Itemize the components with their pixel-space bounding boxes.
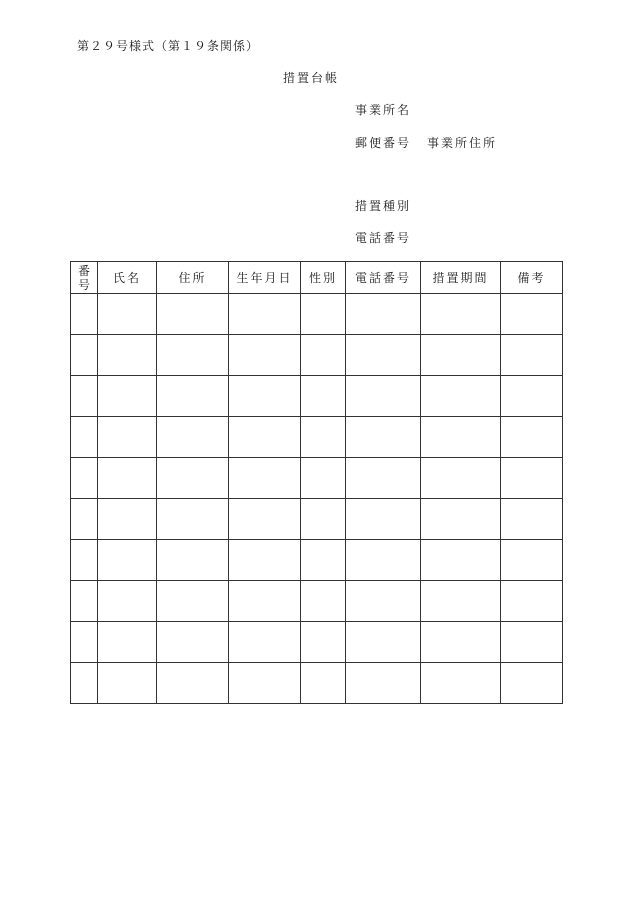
cell-address <box>157 622 229 663</box>
cell-period <box>421 581 501 622</box>
cell-period <box>421 458 501 499</box>
cell-address <box>157 458 229 499</box>
cell-address <box>157 294 229 335</box>
cell-name <box>98 376 157 417</box>
cell-phone <box>346 499 421 540</box>
cell-birthdate <box>229 417 301 458</box>
cell-phone <box>346 335 421 376</box>
cell-gender <box>301 335 346 376</box>
table-header-row <box>71 262 563 294</box>
cell-phone <box>346 540 421 581</box>
cell-name <box>98 581 157 622</box>
cell-name <box>98 540 157 581</box>
cell-gender <box>301 581 346 622</box>
table-row <box>71 499 563 540</box>
cell-gender <box>301 376 346 417</box>
cell-phone <box>346 376 421 417</box>
cell-gender <box>301 663 346 704</box>
cell-phone <box>346 663 421 704</box>
cell-address <box>157 581 229 622</box>
cell-gender <box>301 622 346 663</box>
ledger-table <box>70 261 563 704</box>
cell-no <box>71 581 98 622</box>
office-address-label: 事業所住所 <box>427 136 498 150</box>
cell-gender <box>301 458 346 499</box>
cell-birthdate <box>229 294 301 335</box>
cell-birthdate <box>229 458 301 499</box>
cell-remarks <box>501 499 563 540</box>
cell-phone <box>346 417 421 458</box>
cell-address <box>157 540 229 581</box>
cell-birthdate <box>229 540 301 581</box>
header-number-line1: 番 <box>77 263 90 278</box>
cell-address <box>157 417 229 458</box>
cell-no <box>71 458 98 499</box>
cell-birthdate <box>229 622 301 663</box>
cell-name <box>98 294 157 335</box>
header-gender: 性別 <box>301 262 346 294</box>
cell-period <box>421 335 501 376</box>
cell-address <box>157 335 229 376</box>
cell-period <box>421 499 501 540</box>
cell-remarks <box>501 458 563 499</box>
cell-gender <box>301 499 346 540</box>
phone-label: 電話番号 <box>355 231 412 245</box>
cell-birthdate <box>229 581 301 622</box>
cell-remarks <box>501 417 563 458</box>
header-number-line2: 号 <box>77 277 90 292</box>
cell-remarks <box>501 335 563 376</box>
cell-name <box>98 663 157 704</box>
office-name-label: 事業所名 <box>355 103 412 117</box>
table-row <box>71 458 563 499</box>
cell-no <box>71 663 98 704</box>
header-phone: 電話番号 <box>346 262 421 294</box>
ledger-body <box>71 294 563 704</box>
cell-period <box>421 622 501 663</box>
postal-address-line <box>355 134 497 151</box>
cell-remarks <box>501 663 563 704</box>
cell-period <box>421 294 501 335</box>
cell-gender <box>301 294 346 335</box>
table-row <box>71 581 563 622</box>
table-row <box>71 376 563 417</box>
document-title: 措置台帳 <box>283 71 340 85</box>
cell-no <box>71 622 98 663</box>
cell-birthdate <box>229 663 301 704</box>
header-address: 住所 <box>157 262 229 294</box>
table-row <box>71 540 563 581</box>
cell-gender <box>301 540 346 581</box>
table-row <box>71 294 563 335</box>
cell-no <box>71 540 98 581</box>
cell-remarks <box>501 581 563 622</box>
cell-phone <box>346 458 421 499</box>
cell-no <box>71 294 98 335</box>
cell-phone <box>346 622 421 663</box>
cell-name <box>98 499 157 540</box>
table-row <box>71 417 563 458</box>
cell-name <box>98 335 157 376</box>
cell-remarks <box>501 294 563 335</box>
cell-name <box>98 458 157 499</box>
header-period: 措置期間 <box>421 262 501 294</box>
cell-address <box>157 376 229 417</box>
table-row <box>71 663 563 704</box>
cell-name <box>98 622 157 663</box>
cell-gender <box>301 417 346 458</box>
cell-period <box>421 663 501 704</box>
cell-phone <box>346 294 421 335</box>
table-row <box>71 622 563 663</box>
table-row <box>71 335 563 376</box>
header-birthdate: 生年月日 <box>229 262 301 294</box>
postal-code-label: 郵便番号 <box>355 136 412 150</box>
header-number <box>71 262 98 294</box>
cell-no <box>71 499 98 540</box>
cell-address <box>157 499 229 540</box>
cell-address <box>157 663 229 704</box>
cell-remarks <box>501 376 563 417</box>
cell-period <box>421 376 501 417</box>
measure-type-label: 措置種別 <box>355 199 412 213</box>
cell-period <box>421 540 501 581</box>
cell-remarks <box>501 540 563 581</box>
cell-no <box>71 376 98 417</box>
header-name: 氏名 <box>98 262 157 294</box>
cell-period <box>421 417 501 458</box>
cell-remarks <box>501 622 563 663</box>
cell-phone <box>346 581 421 622</box>
cell-name <box>98 417 157 458</box>
cell-birthdate <box>229 499 301 540</box>
form-number: 第２９号様式（第１９条関係） <box>77 39 260 53</box>
header-remarks: 備考 <box>501 262 563 294</box>
cell-birthdate <box>229 335 301 376</box>
cell-no <box>71 335 98 376</box>
cell-no <box>71 417 98 458</box>
cell-birthdate <box>229 376 301 417</box>
